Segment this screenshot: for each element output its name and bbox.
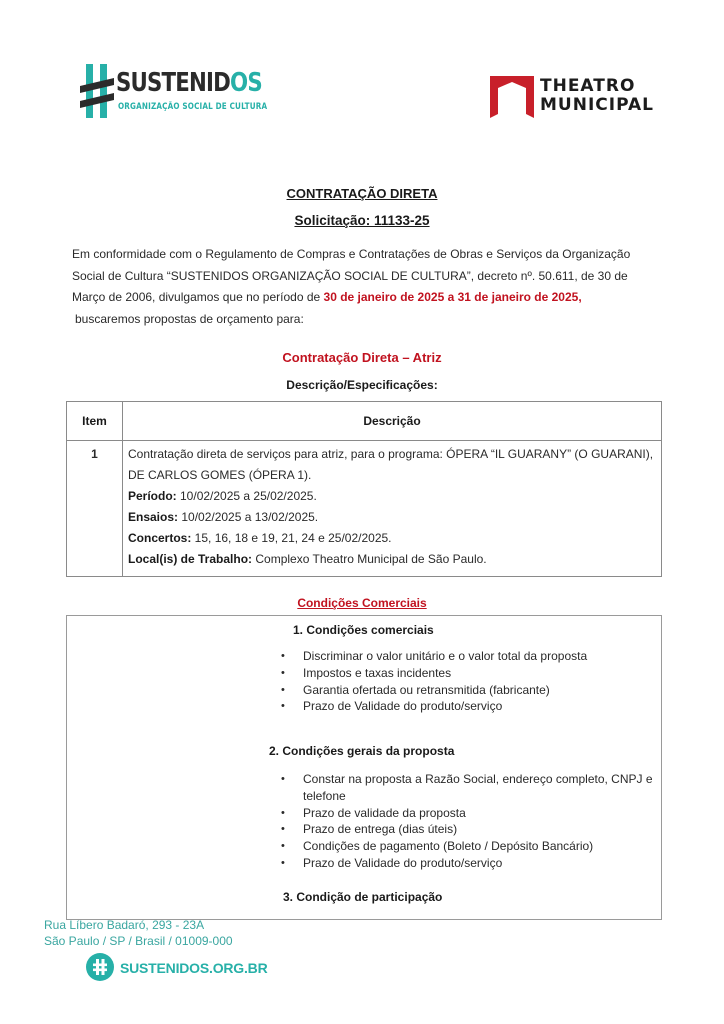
table-row xyxy=(67,441,662,577)
intro-text: Em conformidade com o Regulamento de Compras e Contratações de Obras e Serviços da Organização Social de Cultura “SUSTENIDOS ORGANIZAÇÃO SOCIAL DE CULTURA”, decreto nº. 50.611, de 30 de Março de 2006, divulgamos que no período de xyxy=(72,247,631,304)
footer-address xyxy=(44,917,233,949)
intro-text-end: buscaremos propostas de orçamento para: xyxy=(75,311,304,326)
document-title: CONTRATAÇÃO DIRETA xyxy=(286,186,438,201)
sustenidos-logo xyxy=(80,64,268,118)
conditions-heading-1: 1. Condições comerciais xyxy=(293,623,434,637)
arch-icon xyxy=(490,74,534,118)
conditions-list-2 xyxy=(275,771,660,872)
conditions-list-1 xyxy=(275,648,605,715)
list-item: • Prazo de entrega (dias úteis) xyxy=(275,821,660,838)
header-description: Descrição xyxy=(123,402,662,441)
conditions-heading-3: 3. Condição de participação xyxy=(283,890,443,904)
intro-period: 30 de janeiro de 2025 a 31 de janeiro de 2025, xyxy=(323,290,582,304)
list-item: • Garantia ofertada ou retransmitida (fabricante) xyxy=(275,682,605,699)
description-text: Contratação direta de serviços para atriz, para o programa: ÓPERA “IL GUARANY” (O GUARANI), DE CARLOS GOMES (ÓPERA 1). xyxy=(128,447,654,482)
request-number: Solicitação: 11133-25 xyxy=(294,213,430,228)
conditions-title: Condições Comerciais xyxy=(297,596,427,610)
address-line-1: Rua Líbero Badaró, 293 - 23A xyxy=(44,918,205,932)
sustenidos-wordmark: SUSTENIDOS xyxy=(116,68,262,98)
section-subtitle: Contratação Direta – Atriz xyxy=(282,350,442,365)
list-item: • Prazo de Validade do produto/serviço xyxy=(275,855,660,872)
row-item-number: 1 xyxy=(67,441,123,577)
spec-label: Descrição/Especificações: xyxy=(286,378,438,392)
sustenidos-subtitle: ORGANIZAÇÃO SOCIAL DE CULTURA xyxy=(118,102,268,112)
intro-paragraph xyxy=(72,244,662,330)
spec-table xyxy=(66,401,662,577)
periodo-line: Período: 10/02/2025 a 25/02/2025. xyxy=(128,489,317,503)
hash-circle-icon xyxy=(86,953,114,981)
theatro-municipal-logo xyxy=(490,74,660,118)
header-item: Item xyxy=(67,402,123,441)
website-link[interactable]: SUSTENIDOS.ORG.BR xyxy=(120,960,268,976)
table-header-row xyxy=(67,402,662,441)
address-line-2: São Paulo / SP / Brasil / 01009-000 xyxy=(44,934,233,948)
hash-icon xyxy=(80,64,114,118)
conditions-heading-2: 2. Condições gerais da proposta xyxy=(269,744,455,758)
theatro-line2: MUNICIPAL xyxy=(540,95,654,115)
list-item: • Impostos e taxas incidentes xyxy=(275,665,605,682)
list-item: • Condições de pagamento (Boleto / Depósito Bancário) xyxy=(275,838,660,855)
row-description xyxy=(123,441,662,577)
concertos-line: Concertos: 15, 16, 18 e 19, 21, 24 e 25/02/2025. xyxy=(128,531,392,545)
list-item: • Constar na proposta a Razão Social, endereço completo, CNPJ e telefone xyxy=(275,771,660,805)
ensaios-line: Ensaios: 10/02/2025 a 13/02/2025. xyxy=(128,510,319,524)
list-item: • Prazo de Validade do produto/serviço xyxy=(275,698,605,715)
list-item: • Discriminar o valor unitário e o valor total da proposta xyxy=(275,648,605,665)
theatro-line1: THEATRO xyxy=(540,76,636,96)
conditions-box xyxy=(66,615,662,920)
local-line: Local(is) de Trabalho: Complexo Theatro Municipal de São Paulo. xyxy=(128,552,487,566)
list-item: • Prazo de validade da proposta xyxy=(275,805,660,822)
